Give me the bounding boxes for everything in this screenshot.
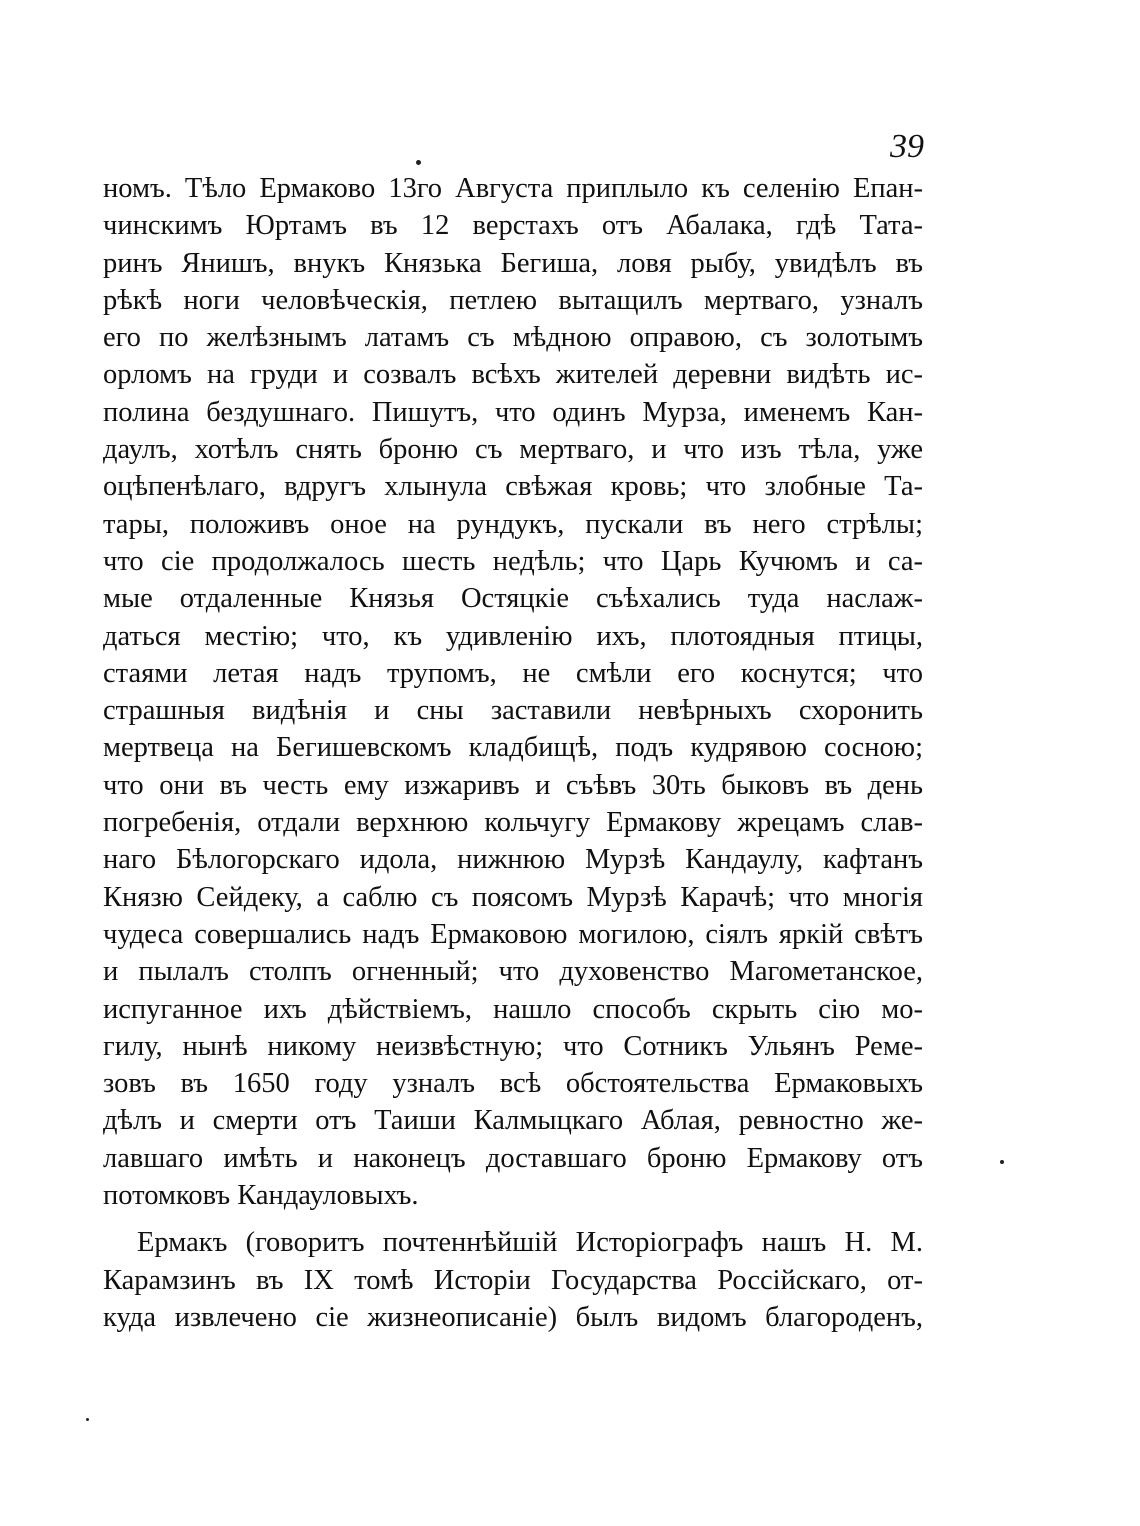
text-line: и пылалъ столпъ огненный; что духовенство Магометанское, <box>103 956 923 988</box>
print-speck <box>1000 1160 1004 1164</box>
text-line: лавшаго имѣть и наконецъ доставшаго броню Ермакову отъ <box>103 1142 923 1174</box>
text-line: полина бездушнаго. Пишутъ, что одинъ Мурза, именемъ Кан- <box>103 396 923 428</box>
text-line: что они въ честь ему изжаривъ и съѣвъ 30ть быковъ въ день <box>103 769 923 801</box>
text-line: наго Бѣлогорскаго идола, нижнюю Мурзѣ Кандаулу, кафтанъ <box>103 844 923 876</box>
text-line: чинскимъ Юртамъ въ 12 верстахъ отъ Абалака, гдѣ Тата- <box>103 210 923 242</box>
text-line: страшныя видѣнія и сны заставили невѣрныхъ схоронить <box>103 695 923 727</box>
text-line: чудеса совершались надъ Ермаковою могилою, сіялъ яркій свѣтъ <box>103 918 923 950</box>
text-line: Карамзинъ въ IX томѣ Исторіи Государства Россійскаго, от- <box>103 1264 923 1296</box>
paragraph-gap <box>103 1214 923 1224</box>
text-line: что сіе продолжалось шесть недѣль; что Царь Кучюмъ и са- <box>103 545 923 577</box>
text-line: оцѣпенѣлаго, вдругъ хлынула свѣжая кровь; что злобные Та- <box>103 471 923 503</box>
text-line: погребенія, отдали верхнюю кольчугу Ермакову жрецамъ слав- <box>103 807 923 839</box>
text-line: орломъ на груди и созвалъ всѣхъ жителей деревни видѣть ис- <box>103 359 923 391</box>
print-speck <box>86 1418 89 1421</box>
text-line: зовъ въ 1650 году узналъ всѣ обстоятельства Ермаковыхъ <box>103 1068 923 1100</box>
print-speck <box>416 160 421 165</box>
text-line: даться местію; что, къ удивленію ихъ, плотоядныя птицы, <box>103 620 923 652</box>
text-line: куда извлечено сіе жизнеописаніе) былъ видомъ благороденъ, <box>103 1301 923 1333</box>
text-line: номъ. Тѣло Ермаково 13го Августа приплыло къ селенію Епан- <box>103 173 923 204</box>
text-line: потомковъ Кандауловыхъ. <box>103 1180 419 1212</box>
text-line: Князю Сейдеку, а саблю съ поясомъ Мурзѣ Карачѣ; что многія <box>103 881 923 913</box>
text-line: ринъ Янишъ, внукъ Князька Бегиша, ловя рыбу, увидѣлъ въ <box>103 247 923 279</box>
paragraph-1 <box>103 170 923 1214</box>
text-line: гилу, нынѣ никому неизвѣстную; что Сотникъ Ульянъ Реме- <box>103 1030 923 1062</box>
text-line: испуганное ихъ дѣйствіемъ, нашло способъ скрыть сію мо- <box>103 993 923 1025</box>
text-line: мые отдаленные Князья Остяцкіе съѣхались туда наслаж- <box>103 583 923 615</box>
text-line: мертвеца на Бегишевскомъ кладбищѣ, подъ кудрявою сосною; <box>103 732 923 764</box>
paragraph-2 <box>103 1224 923 1336</box>
page-number: 39 <box>890 128 924 165</box>
text-line: стаями летая надъ трупомъ, не смѣли его коснутся; что <box>103 657 923 689</box>
text-line: рѣкѣ ноги человѣческія, петлею вытащилъ мертваго, узналъ <box>103 284 923 316</box>
text-line: его по желѣзнымъ латамъ съ мѣдною оправою, съ золотымъ <box>103 322 923 354</box>
text-line: дѣлъ и смерти отъ Таиши Калмыцкаго Аблая, ревностно же- <box>103 1105 923 1137</box>
text-line: даулъ, хотѣлъ снять броню съ мертваго, и что изъ тѣла, уже <box>103 434 923 466</box>
text-line: тары, положивъ оное на рундукъ, пускали въ него стрѣлы; <box>103 508 923 540</box>
text-line: Ермакъ (говоритъ почтеннѣйшій Исторіографъ нашъ Н. М. <box>137 1227 923 1259</box>
body-text <box>103 170 923 1336</box>
